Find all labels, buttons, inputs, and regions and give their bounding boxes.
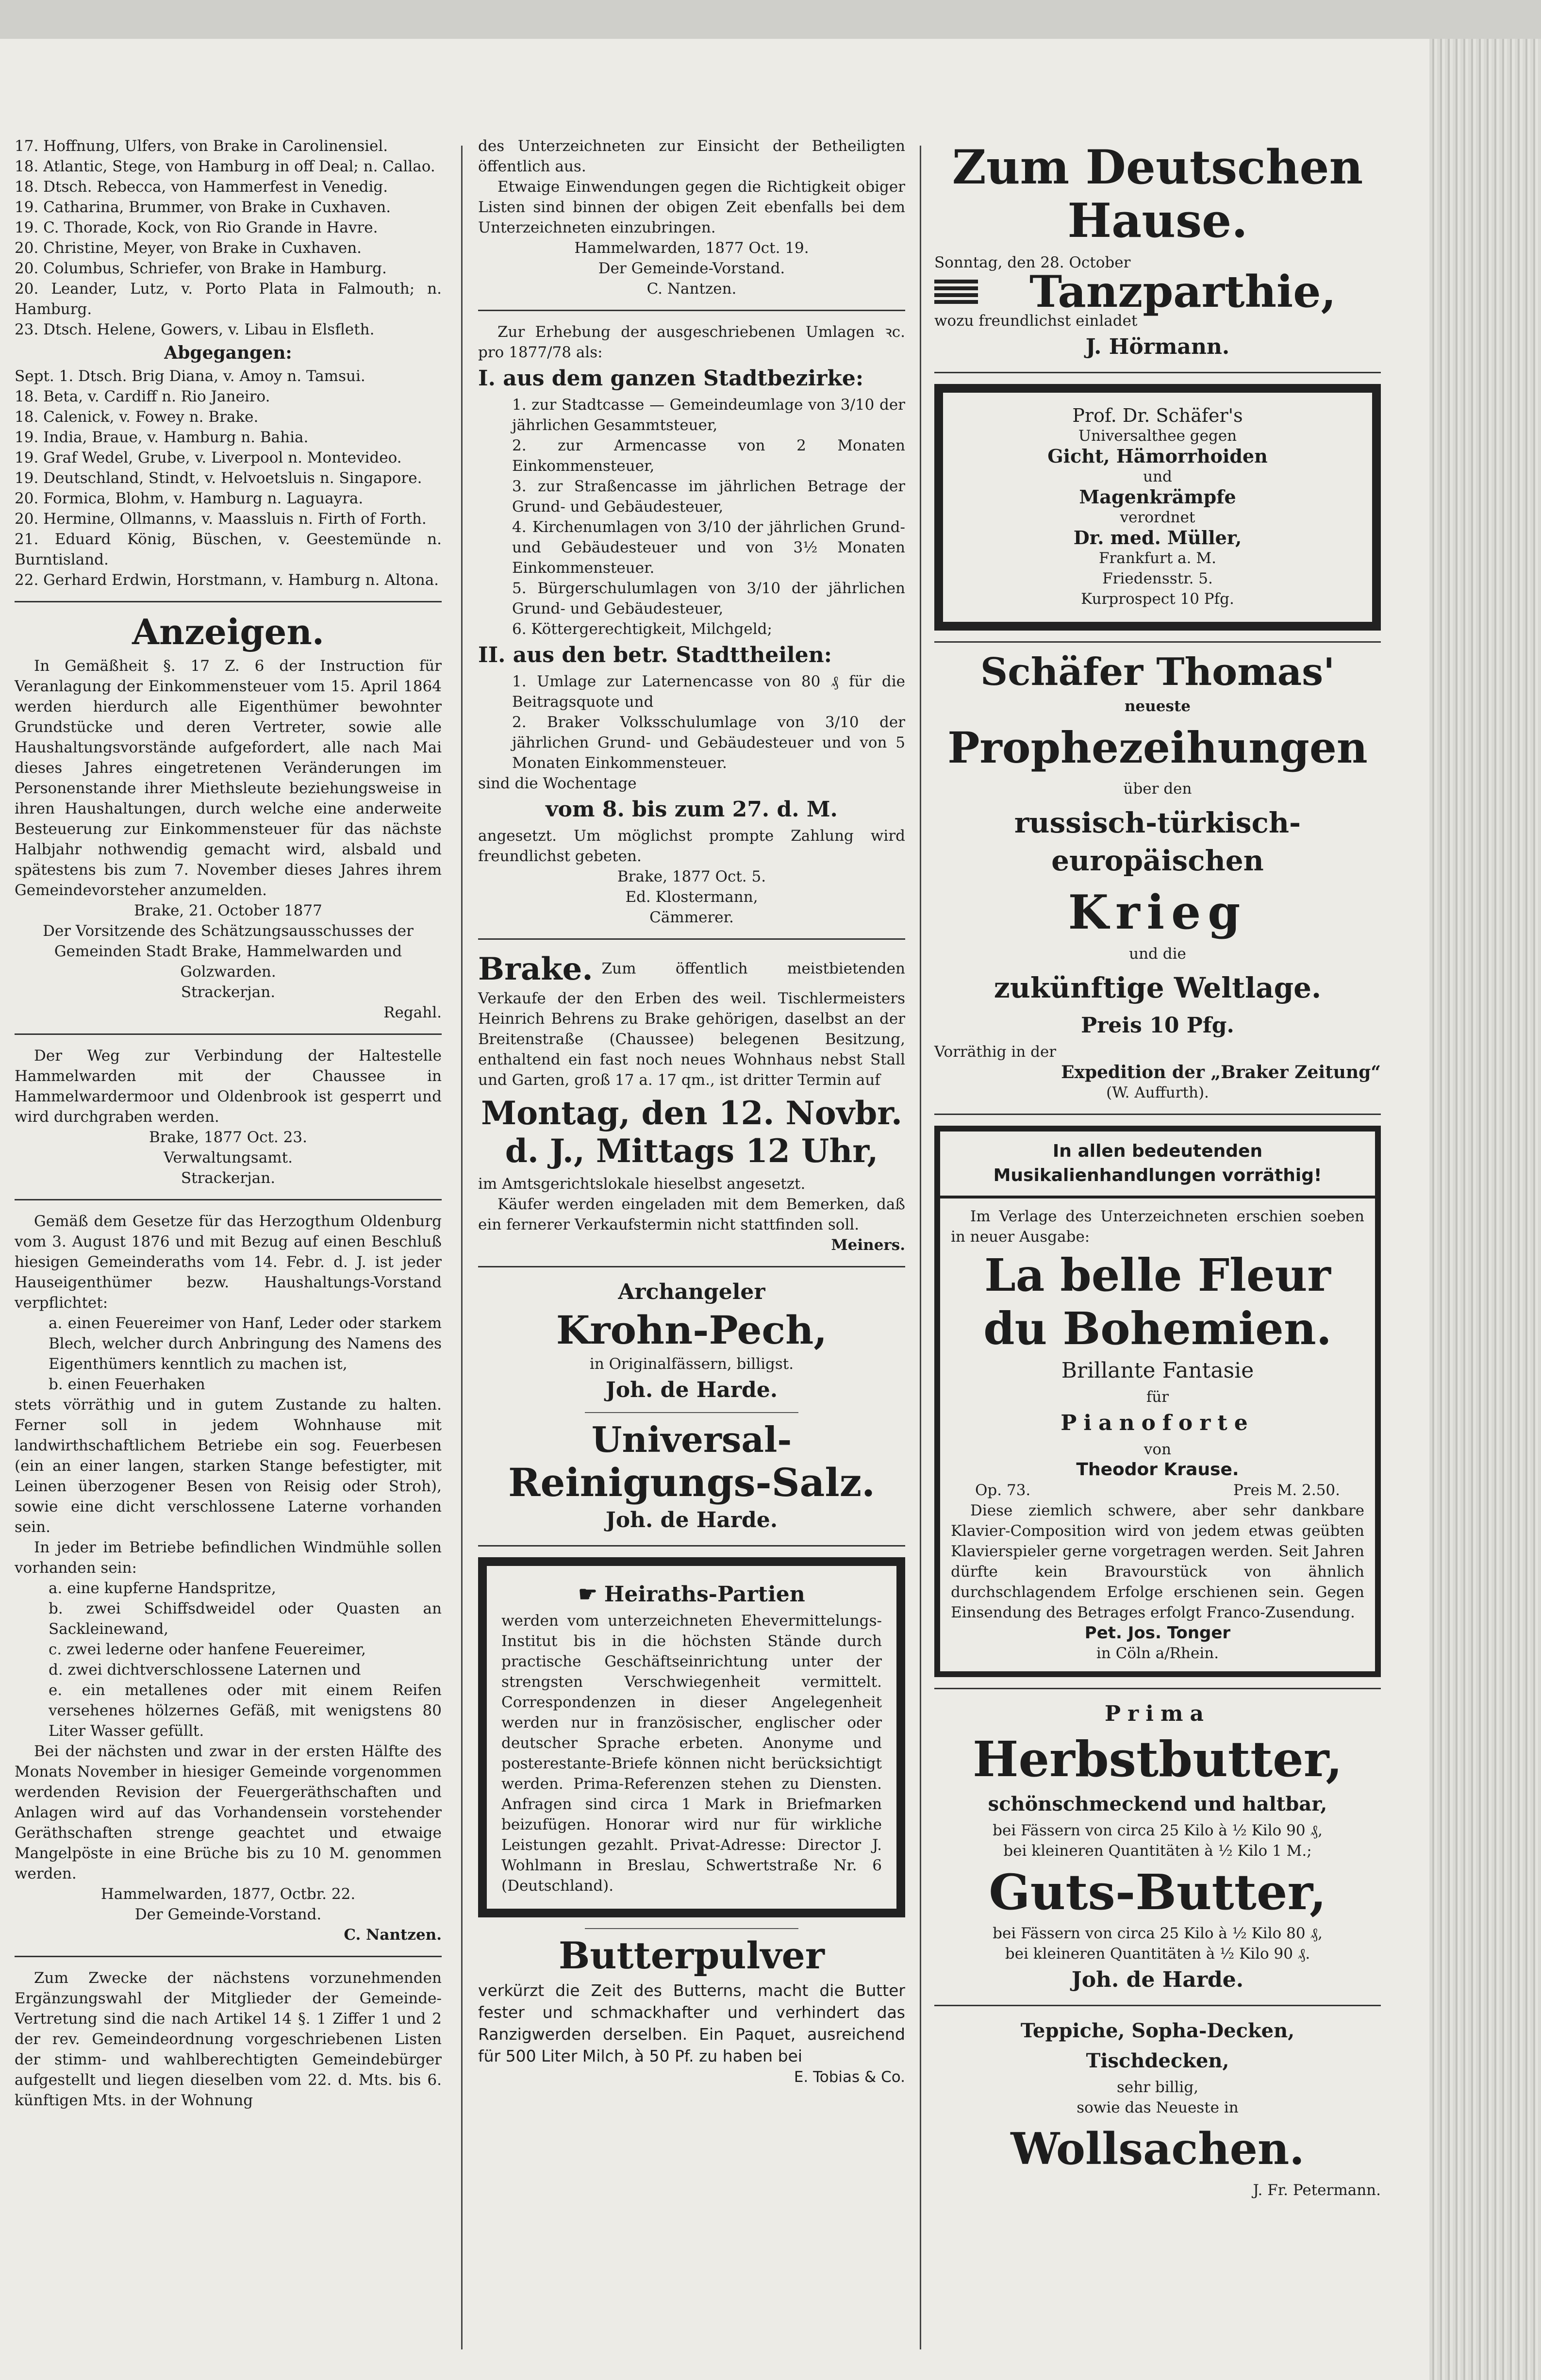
notice-income-tax (15, 656, 442, 1023)
arrival-entry: 17. Hoffnung, Ulfers, von Brake in Carolinensiel. (15, 137, 388, 155)
notice-levies (478, 322, 905, 928)
butter-seller: E. Tobias & Co. (794, 2068, 905, 2086)
divider (934, 1688, 1381, 1689)
notice-item: d. zwei dichtverschlossene Laternen und (49, 1661, 361, 1679)
levy-days: sind die Wochentage (478, 775, 637, 792)
departure-entry: Sept. 1. Dtsch. Brig Diana, v. Amoy n. Tamsui. (15, 367, 365, 385)
notice-body: Der Weg zur Verbindung der Haltestelle Hammelwarden mit der Chaussee in Hammelwardermoor und Oldenbrook ist gesperrt und wird durchgraben werden. (15, 1047, 442, 1126)
ship-arrivals (15, 136, 442, 340)
music-line: von (1143, 1441, 1172, 1458)
tea-line: Dr. med. Müller, (1073, 527, 1242, 549)
music-header-box (940, 1132, 1375, 1198)
divider (585, 1928, 798, 1929)
notice-item: c. zwei lederne oder hanfene Feuereimer, (49, 1641, 366, 1658)
levy-end: angesetzt. Um möglichst prompte Zahlung wird freundlichst gebeten. (478, 827, 905, 865)
hb-price: bei Fässern von circa 25 Kilo à ½ Kilo 90 ₰, (993, 1822, 1323, 1839)
auction-text: Zum öffentlich meistbietenden Verkaufe der den Erben des weil. Tischlermeisters Heinrich Behrens zu Brake gehörigen, daselbst an der Breitenstraße (Chaussee) belegenen Besitzung, enthaltend ein fast noch neues Wohnhaus nebst Stall und Garten, groß 17 a. 17 qm., ist dritter Termin auf (478, 960, 905, 1089)
tea-line: Friedensstr. 5. (1102, 570, 1213, 587)
ad-prophecy (934, 650, 1381, 1103)
departure-entry: 19. Deutschland, Stindt, v. Helvoetsluis n. Singapore. (15, 469, 422, 487)
auction-date: Montag, den 12. Novbr. (481, 1094, 902, 1132)
music-meta (951, 1480, 1364, 1500)
music-line: Brillante Fantasie (1061, 1358, 1254, 1383)
music-price: Preis M. 2.50. (1233, 1481, 1340, 1499)
prophecy-line: zukünftige Weltlage. (994, 971, 1322, 1004)
notice-item: b. einen Feuerhaken (49, 1376, 205, 1393)
notice-body: Bei der nächsten und zwar in der ersten Hälfte des Monats November in hiesiger Gemeinde vorgenommen werdenden Revision der Feuergeräthschaften und Anlagen wird auf das Vorhandensein vorstehender Geräthschaften strenge geachtet und etwaige Mangelpöste in eine Brüche bis zu 10 M. genommen werden. (15, 1743, 442, 1882)
pitch-seller: Joh. de Harde. (605, 1378, 778, 1402)
music-content (940, 1198, 1375, 1671)
divider (934, 2005, 1381, 2006)
tea-line: Magenkrämpfe (1079, 486, 1236, 508)
tp-line: Tischdecken, (1086, 2049, 1229, 2072)
salt-seller: Joh. de Harde. (605, 1508, 778, 1532)
inn-invite: wozu freundlichst einladet (934, 312, 1138, 330)
hb-price: bei kleineren Quantitäten à ½ Kilo 90 ₰. (1005, 1945, 1310, 1963)
music-body: Diese ziemlich schwere, aber sehr dankbare Klavier-Composition wird von jedem etwas geübten Klavierspieler gerne vorgetragen werden. Seit Jahren dürfte kein Bravourstück von ähnlich durchschlagendem Erfolge erschienen sein. Gegen Einsendung des Betrages erfolgt Franco-Zusendung. (951, 1502, 1364, 1621)
ad-salt (478, 1421, 905, 1534)
arrival-entry: 19. C. Thorade, Kock, von Rio Grande in Havre. (15, 219, 378, 236)
levy-item: 2. zur Armencasse von 2 Monaten Einkommensteuer, (512, 437, 905, 475)
departure-entry: 22. Gerhard Erdwin, Horstmann, v. Hamburg n. Altona. (15, 571, 439, 589)
tea-line: verordnet (1120, 509, 1195, 526)
hb-title: Guts-Butter, (989, 1864, 1326, 1921)
tea-line: Gicht, Hämorrhoiden (1047, 445, 1268, 467)
pitch-line: in Originalfässern, billigst. (589, 1355, 794, 1373)
arrival-entry: 18. Dtsch. Rebecca, von Hammerfest in Venedig. (15, 178, 388, 196)
notice-body: In jeder im Betriebe befindlichen Windmühle sollen vorhanden sein: (15, 1539, 442, 1577)
arrival-entry: 18. Atlantic, Stege, von Hamburg in off Deal; n. Callao. (15, 158, 435, 175)
notice-signature: Ed. Klostermann, (625, 888, 758, 906)
arrival-entry: 19. Catharina, Brummer, von Brake in Cuxhaven. (15, 199, 391, 216)
notice-date: Brake, 1877 Oct. 23. (149, 1129, 307, 1146)
ad-tea (934, 384, 1381, 631)
levy-intro: Zur Erhebung der ausgeschriebenen Umlagen ꝛc. pro 1877/78 als: (478, 323, 905, 361)
decorative-bar (934, 280, 978, 304)
inn-host: J. Hörmann. (1085, 334, 1230, 359)
divider (934, 641, 1381, 643)
divider (15, 601, 442, 602)
tp-seller: J. Fr. Petermann. (1253, 2181, 1381, 2199)
column-3 (934, 136, 1381, 2200)
notice-date: Brake, 21. October 1877 (134, 902, 322, 919)
notice-continued: des Unterzeichneten zur Einsicht der Betheiligten öffentlich aus. (478, 137, 905, 175)
tea-line: Frankfurt a. M. (1099, 549, 1216, 567)
divider (478, 310, 905, 311)
tea-line: und (1143, 468, 1172, 485)
departure-entry: 18. Calenick, v. Fowey n. Brake. (15, 408, 259, 426)
marriage-heading (501, 1581, 882, 1609)
notice-signature: C. Nantzen. (646, 280, 737, 298)
notice-item: e. ein metallenes oder mit einem Reifen versehenes hölzernes Gefäß, mit wenigstens 80 Liter Wasser gefüllt. (49, 1681, 442, 1740)
music-header: In allen bedeutenden Musikalienhandlungen vorräthig! (993, 1141, 1322, 1185)
divider (934, 372, 1381, 373)
butter-title: Butterpulver (559, 1934, 825, 1977)
pitch-product: Krohn-Pech, (556, 1307, 828, 1353)
music-instrument: Pianoforte (1060, 1411, 1255, 1435)
prophecy-line: (W. Auffurth). (1106, 1084, 1209, 1101)
levy-item: 6. Köttergerechtigkeit, Milchgeld; (512, 620, 772, 638)
prophecy-title: Prophezeihungen (947, 722, 1368, 773)
prophecy-line: russisch-türkisch-europäischen (1014, 806, 1301, 877)
tp-product: Wollsachen. (1011, 2123, 1305, 2175)
pointing-hand-icon: ☛ (578, 1582, 597, 1607)
prophecy-line: Vorräthig in der (934, 1043, 1057, 1061)
levy-item: 3. zur Straßencasse im jährlichen Betrage der Grund- und Gebäudesteuer, (512, 478, 905, 516)
levy-range: vom 8. bis zum 27. d. M. (546, 797, 838, 822)
tea-line: Universalthee gegen (1078, 427, 1237, 445)
prophecy-line: über den (1123, 780, 1192, 798)
notice-date: Hammelwarden, 1877, Octbr. 22. (100, 1885, 356, 1903)
levy-heading: II. aus den betr. Stadttheilen: (478, 643, 832, 667)
music-opus: Op. 73. (975, 1481, 1031, 1499)
music-title: du Bohemien. (983, 1302, 1332, 1355)
divider (15, 1956, 442, 1957)
notice-body: Gemäß dem Gesetze für das Herzogthum Oldenburg vom 3. August 1876 und mit Bezug auf einen Beschluß hiesigen Gemeinderaths vom 14. Febr. d. J. ist jeder Hauseigenthümer bezw. Haushaltungs-Vorstand verpflichtet: (15, 1213, 442, 1312)
column-rule (920, 146, 921, 2349)
auction-note: Käufer werden eingeladen mit dem Bemerken, daß ein fernerer Verkaufstermin nicht stattfinden soll. (478, 1196, 905, 1233)
notice-signature: Cämmerer. (649, 909, 734, 926)
arrival-entry: 20. Leander, Lutz, v. Porto Plata in Falmouth; n. Hamburg. (15, 280, 442, 318)
notice-signature: Regahl. (383, 1004, 442, 1021)
auction-location: im Amtsgerichtslokale hieselbst angesetzt. (478, 1175, 806, 1193)
departure-entry: 20. Formica, Blohm, v. Hamburg n. Laguayra. (15, 490, 364, 507)
notice-body: In Gemäßheit §. 17 Z. 6 der Instruction für Veranlagung der Einkommensteuer vom 15. April 1864 werden hierdurch alle Eigenthümer bewohnter Grundstücke und deren Vertreter, sowie alle Haushaltungsvorstände aufgefordert, alle nach Mai dieses Jahres eingetretenen Veränderungen im Personenstande ihrer Miethsleute beziehungsweise in ihren Haushaltungen, durch welche eine anderweite Besteuerung zur Einkommensteuer für das nächste Halbjahr nothwendig gemacht wird, alsbald und spätestens bis zum 7. November dieses Jahres ihrem Gemeindevorsteher anzumelden. (15, 657, 442, 899)
notice-signature: Strackerjan. (181, 1169, 276, 1187)
levy-item: 1. Umlage zur Laternencasse von 80 ₰ für die Beitragsquote und (512, 673, 905, 711)
notice-signature: Verwaltungsamt. (164, 1149, 293, 1166)
hb-title: Herbstbutter, (972, 1731, 1343, 1788)
book-edge (1429, 39, 1541, 2380)
notice-date: Hammelwarden, 1877 Oct. 19. (574, 239, 809, 257)
salt-product: Reinigungs-Salz. (508, 1460, 876, 1505)
ad-auction (478, 950, 905, 1255)
tea-line: Prof. Dr. Schäfer's (1072, 405, 1243, 426)
auction-signature: Meiners. (831, 1236, 905, 1254)
notice-road-closure (15, 1046, 442, 1188)
departure-entry: 19. India, Braue, v. Hamburg n. Bahia. (15, 429, 309, 446)
departures-heading: Abgegangen: (164, 343, 292, 363)
departure-entry: 19. Graf Wedel, Grube, v. Liverpool n. Montevideo. (15, 449, 402, 466)
auction-place: Brake. (478, 951, 593, 987)
music-intro: Im Verlage des Unterzeichneten erschien soeben in neuer Ausgabe: (951, 1208, 1364, 1246)
tp-line: sowie das Neueste in (1077, 2099, 1239, 2116)
ad-butter-powder (478, 1934, 905, 2087)
butter-body: verkürzt die Zeit des Butterns, macht die Butter fester und schmackhafter und verhindert das Ranzigwerden derselben. Ein Paquet, ausreichend für 500 Liter Milch, à 50 Pf. zu haben bei (478, 1981, 905, 2065)
notice-continued: Etwaige Einwendungen gegen die Richtigkeit obiger Listen sind binnen der obigen Zeit ebenfalls bei dem Unterzeichneten einzubringen. (478, 178, 905, 236)
hb-price: bei kleineren Quantitäten à ½ Kilo 1 M.; (1003, 1842, 1312, 1860)
music-composer: Theodor Krause. (1076, 1460, 1239, 1480)
column-2 (478, 136, 905, 2087)
levy-item: 5. Bürgerschulumlagen von 3/10 der jährlichen Grund- und Gebäudesteuer, (512, 580, 905, 617)
levy-item: 1. zur Stadtcasse — Gemeindeumlage von 3/10 der jährlichen Gesammtsteuer, (512, 396, 905, 434)
divider (478, 938, 905, 940)
arrival-entry: 23. Dtsch. Helene, Gowers, v. Libau in Elsfleth. (15, 321, 375, 338)
notice-signature: Der Gemeinde-Vorstand. (134, 1906, 322, 1923)
ad-carpets (934, 2017, 1381, 2200)
notice-signature: Der Vorsitzende des Schätzungsausschusses der Gemeinden Stadt Brake, Hammelwarden und Golzwarden. (43, 922, 414, 981)
hb-seller: Joh. de Harde. (1071, 1967, 1244, 1992)
prophecy-war: Krieg (1068, 885, 1247, 940)
ad-marriage (478, 1557, 905, 1917)
divider (478, 1266, 905, 1267)
divider (934, 1114, 1381, 1115)
inn-event: Tanzparthie, (1029, 266, 1336, 317)
music-title: La belle Fleur (984, 1249, 1331, 1301)
notice-signature: Strackerjan. (181, 983, 276, 1001)
ship-departures (15, 366, 442, 590)
divider (478, 1545, 905, 1547)
divider (15, 1033, 442, 1035)
notice-item: a. eine kupferne Handspritze, (49, 1580, 276, 1597)
salt-line: Universal- (591, 1419, 792, 1460)
levy-item: 2. Braker Volksschulumlage von 3/10 der jährlichen Grund- und Gebäudesteuer und von 5 Monaten Einkommensteuer. (512, 714, 905, 772)
column-1 (15, 136, 442, 2111)
ad-pitch (478, 1278, 905, 1404)
music-publisher: Pet. Jos. Tonger (1084, 1623, 1231, 1643)
ad-autumn-butter (934, 1700, 1381, 1994)
notice-election-lists: Zum Zwecke der nächstens vorzunehmenden Ergänzungswahl der Mitglieder der Gemeinde-Vertretung sind die nach Artikel 14 §. 1 Ziffer 1 und 2 der rev. Gemeindeordnung vorgeschriebenen Listen der stimm- und wahlberechtigten Gemeindebürger aufgestellt und liegen dieselben vom 22. d. Mts. bis 6. künftigen Mts. in der Wohnung (15, 1969, 442, 2109)
ad-inn (934, 141, 1381, 361)
tp-line: sehr billig, (1116, 2079, 1199, 2096)
prophecy-line: und die (1129, 945, 1186, 963)
divider (15, 1199, 442, 1200)
notice-signature: C. Nantzen. (344, 1926, 442, 1944)
inn-event-band (934, 266, 1381, 317)
auction-text-block (478, 950, 905, 1090)
column-rule (461, 146, 463, 2349)
notice-item: a. einen Feuereimer von Hanf, Leder oder starkem Blech, welcher durch Anbringung des Namens des Eigenthümers kenntlich zu machen ist, (49, 1315, 442, 1373)
section-title-anzeigen: Anzeigen. (132, 611, 324, 652)
marriage-body: werden vom unterzeichneten Ehevermittelungs-Institut bis in die höchsten Stände durch practische Geschäftseinrichtung unter der strengsten Verschwiegenheit vermittelt. Correspondenzen in dieser Angelegenheit werden nur in französischer, englischer oder deutscher Sprache erbeten. Anonyme und posterestante-Briefe können nicht berücksichtigt werden. Prima-Referenzen stehen zu Diensten. Anfragen sind circa 1 Mark in Briefmarken beizufügen. Honorar wird nur für wirkliche Leistungen gezahlt. Privat-Adresse: Director J. Wohlmann in Breslau, Schwertstraße Nr. 6 (Deutschland). (501, 1612, 882, 1895)
levy-item: 4. Kirchenumlagen von 3/10 der jährlichen Grund- und Gebäudesteuer und von 3½ Monaten Einkommensteuer. (512, 518, 905, 577)
prophecy-line: Schäfer Thomas' (980, 650, 1335, 694)
tea-line: Kurprospect 10 Pfg. (1081, 590, 1234, 608)
divider (585, 1412, 798, 1413)
tp-line: Teppiche, Sopha-Decken, (1020, 2019, 1295, 2042)
arrival-entry: 20. Columbus, Schriefer, von Brake in Hamburg. (15, 260, 387, 277)
marriage-title: Heiraths-Partien (604, 1582, 805, 1607)
auction-time: d. J., Mittags 12 Uhr, (505, 1132, 878, 1170)
notice-signature: Der Gemeinde-Vorstand. (598, 260, 785, 277)
prophecy-line: neueste (1124, 698, 1191, 715)
levy-heading: I. aus dem ganzen Stadtbezirke: (478, 366, 864, 391)
hb-line: Prima (1104, 1701, 1211, 1726)
notice-fire-equipment (15, 1211, 442, 1945)
hb-line: schönschmeckend und haltbar, (988, 1793, 1327, 1815)
arrival-entry: 20. Christine, Meyer, von Brake in Cuxhaven. (15, 239, 362, 257)
inn-date: Sonntag, den 28. October (934, 254, 1131, 271)
prophecy-line: Expedition der „Braker Zeitung“ (1061, 1062, 1381, 1082)
notice-date: Brake, 1877 Oct. 5. (617, 868, 766, 885)
prophecy-price: Preis 10 Pfg. (1081, 1013, 1234, 1038)
notice-body: stets vörräthig und in gutem Zustande zu halten. Ferner soll in jedem Wohnhause mit landwirthschaftlichem Betriebe ein sog. Feuerbesen (ein an einer langen, starken Stange befestigter, mit Leinen überzogener Besen von Reisig oder Stroh), sowie eine dicht verschlossene Laterne vorhanden sein. (15, 1396, 442, 1536)
departure-entry: 21. Eduard König, Büschen, v. Geestemünde n. Burntisland. (15, 531, 442, 568)
ad-music (934, 1126, 1381, 1677)
music-publisher-city: in Cöln a/Rhein. (1096, 1645, 1219, 1662)
pitch-line: Archangeler (618, 1280, 765, 1304)
inn-title: Zum Deutschen Hause. (952, 140, 1363, 248)
departure-entry: 20. Hermine, Ollmanns, v. Maassluis n. Firth of Forth. (15, 510, 427, 528)
departure-entry: 18. Beta, v. Cardiff n. Rio Janeiro. (15, 388, 270, 405)
music-line: für (1146, 1388, 1169, 1406)
notice-item: b. zwei Schiffsdweidel oder Quasten an Sackleinewand, (49, 1600, 442, 1638)
hb-price: bei Fässern von circa 25 Kilo à ½ Kilo 80 ₰, (993, 1925, 1323, 1942)
